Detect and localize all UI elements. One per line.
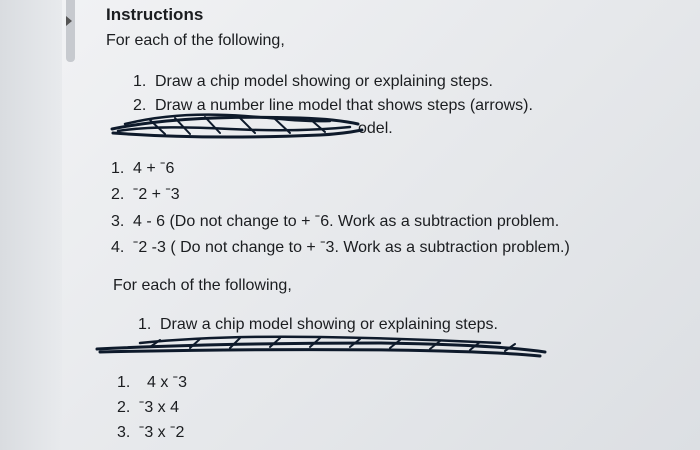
scribble-mark	[100, 350, 540, 356]
problem-text: 4 - 6 (Do not change to + ˉ6. Work as a subtraction problem.	[133, 213, 560, 230]
problem-number: 3.	[117, 424, 131, 441]
step-number: 1.	[138, 316, 152, 333]
problem-number: 2.	[117, 399, 131, 416]
problem-text: ˉ2 -3 ( Do not change to + ˉ3. Work as a subtraction problem.)	[133, 239, 570, 256]
problem-number: 4.	[111, 239, 125, 256]
step-text: Draw a number line model that shows steps (arrows).	[155, 97, 533, 114]
problem-number: 1.	[111, 160, 125, 177]
problem-text: ˉ2 + ˉ3	[133, 186, 180, 203]
intro-text-2: For each of the following,	[113, 277, 292, 294]
problem-text: ˉ3 x ˉ2	[139, 424, 185, 441]
step-number: 1.	[133, 73, 147, 90]
problem-number: 2.	[111, 186, 125, 203]
problem-text: ˉ3 x 4	[139, 399, 180, 416]
step-number: 2.	[133, 97, 147, 114]
problem-text: 4 x ˉ3	[147, 374, 188, 391]
step-text: Draw a chip model showing or explaining steps.	[160, 316, 498, 333]
step-item-partial: odel.	[358, 120, 393, 137]
step-text: Draw a chip model showing or explaining steps.	[155, 73, 493, 90]
scribble-mark	[118, 127, 350, 131]
problem-number: 1.	[117, 374, 131, 391]
problem-number: 3.	[111, 213, 125, 230]
problem-text: 4 + ˉ6	[133, 160, 175, 177]
intro-text: For each of the following,	[106, 32, 285, 49]
doc-title: Instructions	[106, 5, 204, 24]
